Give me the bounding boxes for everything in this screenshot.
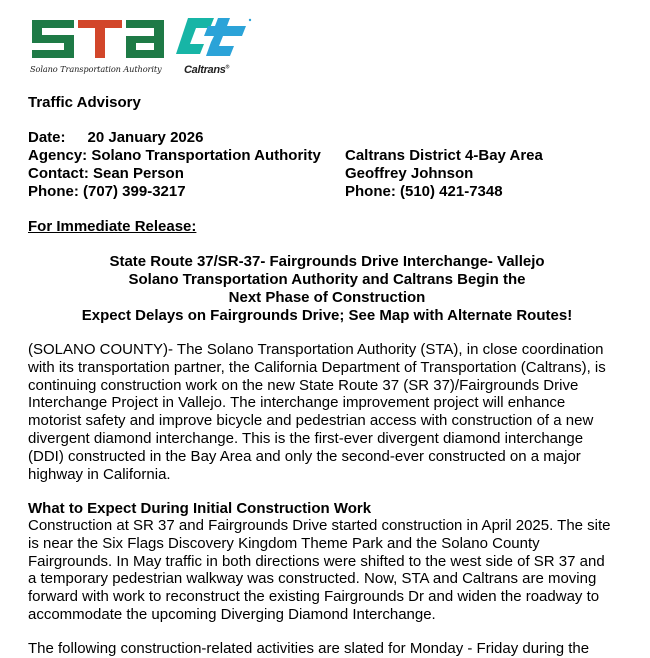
headline-line: Expect Delays on Fairgrounds Drive; See Map with Alternate Routes! — [81, 307, 573, 324]
paragraph-line: with its transportation partner, the California Department of Transportation (Caltrans), is — [28, 358, 606, 376]
agency-sta: Agency: Solano Transportation Authority — [28, 147, 321, 164]
contact-sta: Contact: Sean Person — [28, 165, 184, 182]
paragraph-line: Fairgrounds. In May traffic in both directions were shifted to the west side of SR 37 and — [28, 552, 605, 570]
paragraph-line: (SOLANO COUNTY)- The Solano Transportation Authority (STA), in close coordination — [28, 341, 604, 358]
paragraph-line: highway in California. — [28, 465, 171, 483]
document-title: Traffic Advisory — [28, 94, 141, 111]
construction-paragraph — [28, 517, 628, 624]
activities-paragraph — [28, 640, 628, 658]
headline-line: State Route 37/SR-37- Fairgrounds Drive Interchange- Vallejo — [109, 253, 545, 270]
sta-tagline: Solano Transportation Authority — [30, 64, 162, 74]
headline-line: Next Phase of Construction — [228, 289, 426, 306]
paragraph-line: accommodate the upcoming Diverging Diamond Interchange. — [28, 605, 436, 623]
intro-paragraph — [28, 341, 628, 483]
caltrans-wordmark — [184, 64, 229, 76]
date-line — [28, 129, 203, 147]
paragraph-line: (DDI) constructed in the Bay Area and only the second-ever constructed on a major — [28, 447, 581, 465]
date-value: 20 January 2026 — [87, 129, 204, 146]
logo-header — [28, 12, 268, 80]
release-label: For Immediate Release: — [28, 218, 197, 235]
paragraph-line: divergent diamond interchange. This is the first-ever divergent diamond interchange — [28, 429, 584, 447]
headline — [28, 253, 626, 325]
sta-letter-a — [126, 20, 164, 58]
registered-mark: ® — [225, 64, 230, 71]
contact-caltrans: Geoffrey Johnson — [345, 165, 474, 182]
agency-caltrans: Caltrans District 4-Bay Area — [345, 147, 543, 164]
paragraph-line: Construction at SR 37 and Fairgrounds Drive started construction in April 2025. The site — [28, 517, 611, 534]
date-label: Date: — [28, 129, 66, 146]
caltrans-logo-mark — [174, 14, 254, 60]
sta-letter-s — [32, 20, 74, 58]
sta-letter-t — [78, 20, 122, 58]
paragraph-line: forward with work to reconstruct the existing Fairgrounds Dr and widen the roadway to — [28, 588, 600, 606]
headline-line: Solano Transportation Authority and Caltrans Begin the — [128, 271, 526, 288]
paragraph-line: Interchange Project in Vallejo. The interchange improvement project will enhance — [28, 394, 566, 412]
caltrans-wordmark-text: Caltrans — [184, 64, 226, 76]
section-heading: What to Expect During Initial Construction Work — [28, 500, 372, 517]
phone-sta: Phone: (707) 399-3217 — [28, 183, 186, 200]
sta-logo — [28, 12, 168, 78]
paragraph-line: continuing construction work on the new State Route 37 (SR 37)/Fairgrounds Drive — [28, 376, 579, 394]
paragraph-line: a temporary pedestrian walkway was constructed. Now, STA and Caltrans are moving — [28, 570, 597, 588]
paragraph-line: is near the Six Flags Discovery Kingdom Theme Park and the Solano County — [28, 534, 540, 552]
phone-caltrans: Phone: (510) 421-7348 — [345, 183, 503, 200]
sta-logo-mark — [30, 16, 166, 60]
caltrans-logo — [174, 14, 254, 80]
paragraph-line: The following construction-related activities are slated for Monday - Friday during the — [28, 640, 590, 657]
paragraph-line: motorist safety and improve bicycle and pedestrian access with construction of a new — [28, 412, 594, 430]
